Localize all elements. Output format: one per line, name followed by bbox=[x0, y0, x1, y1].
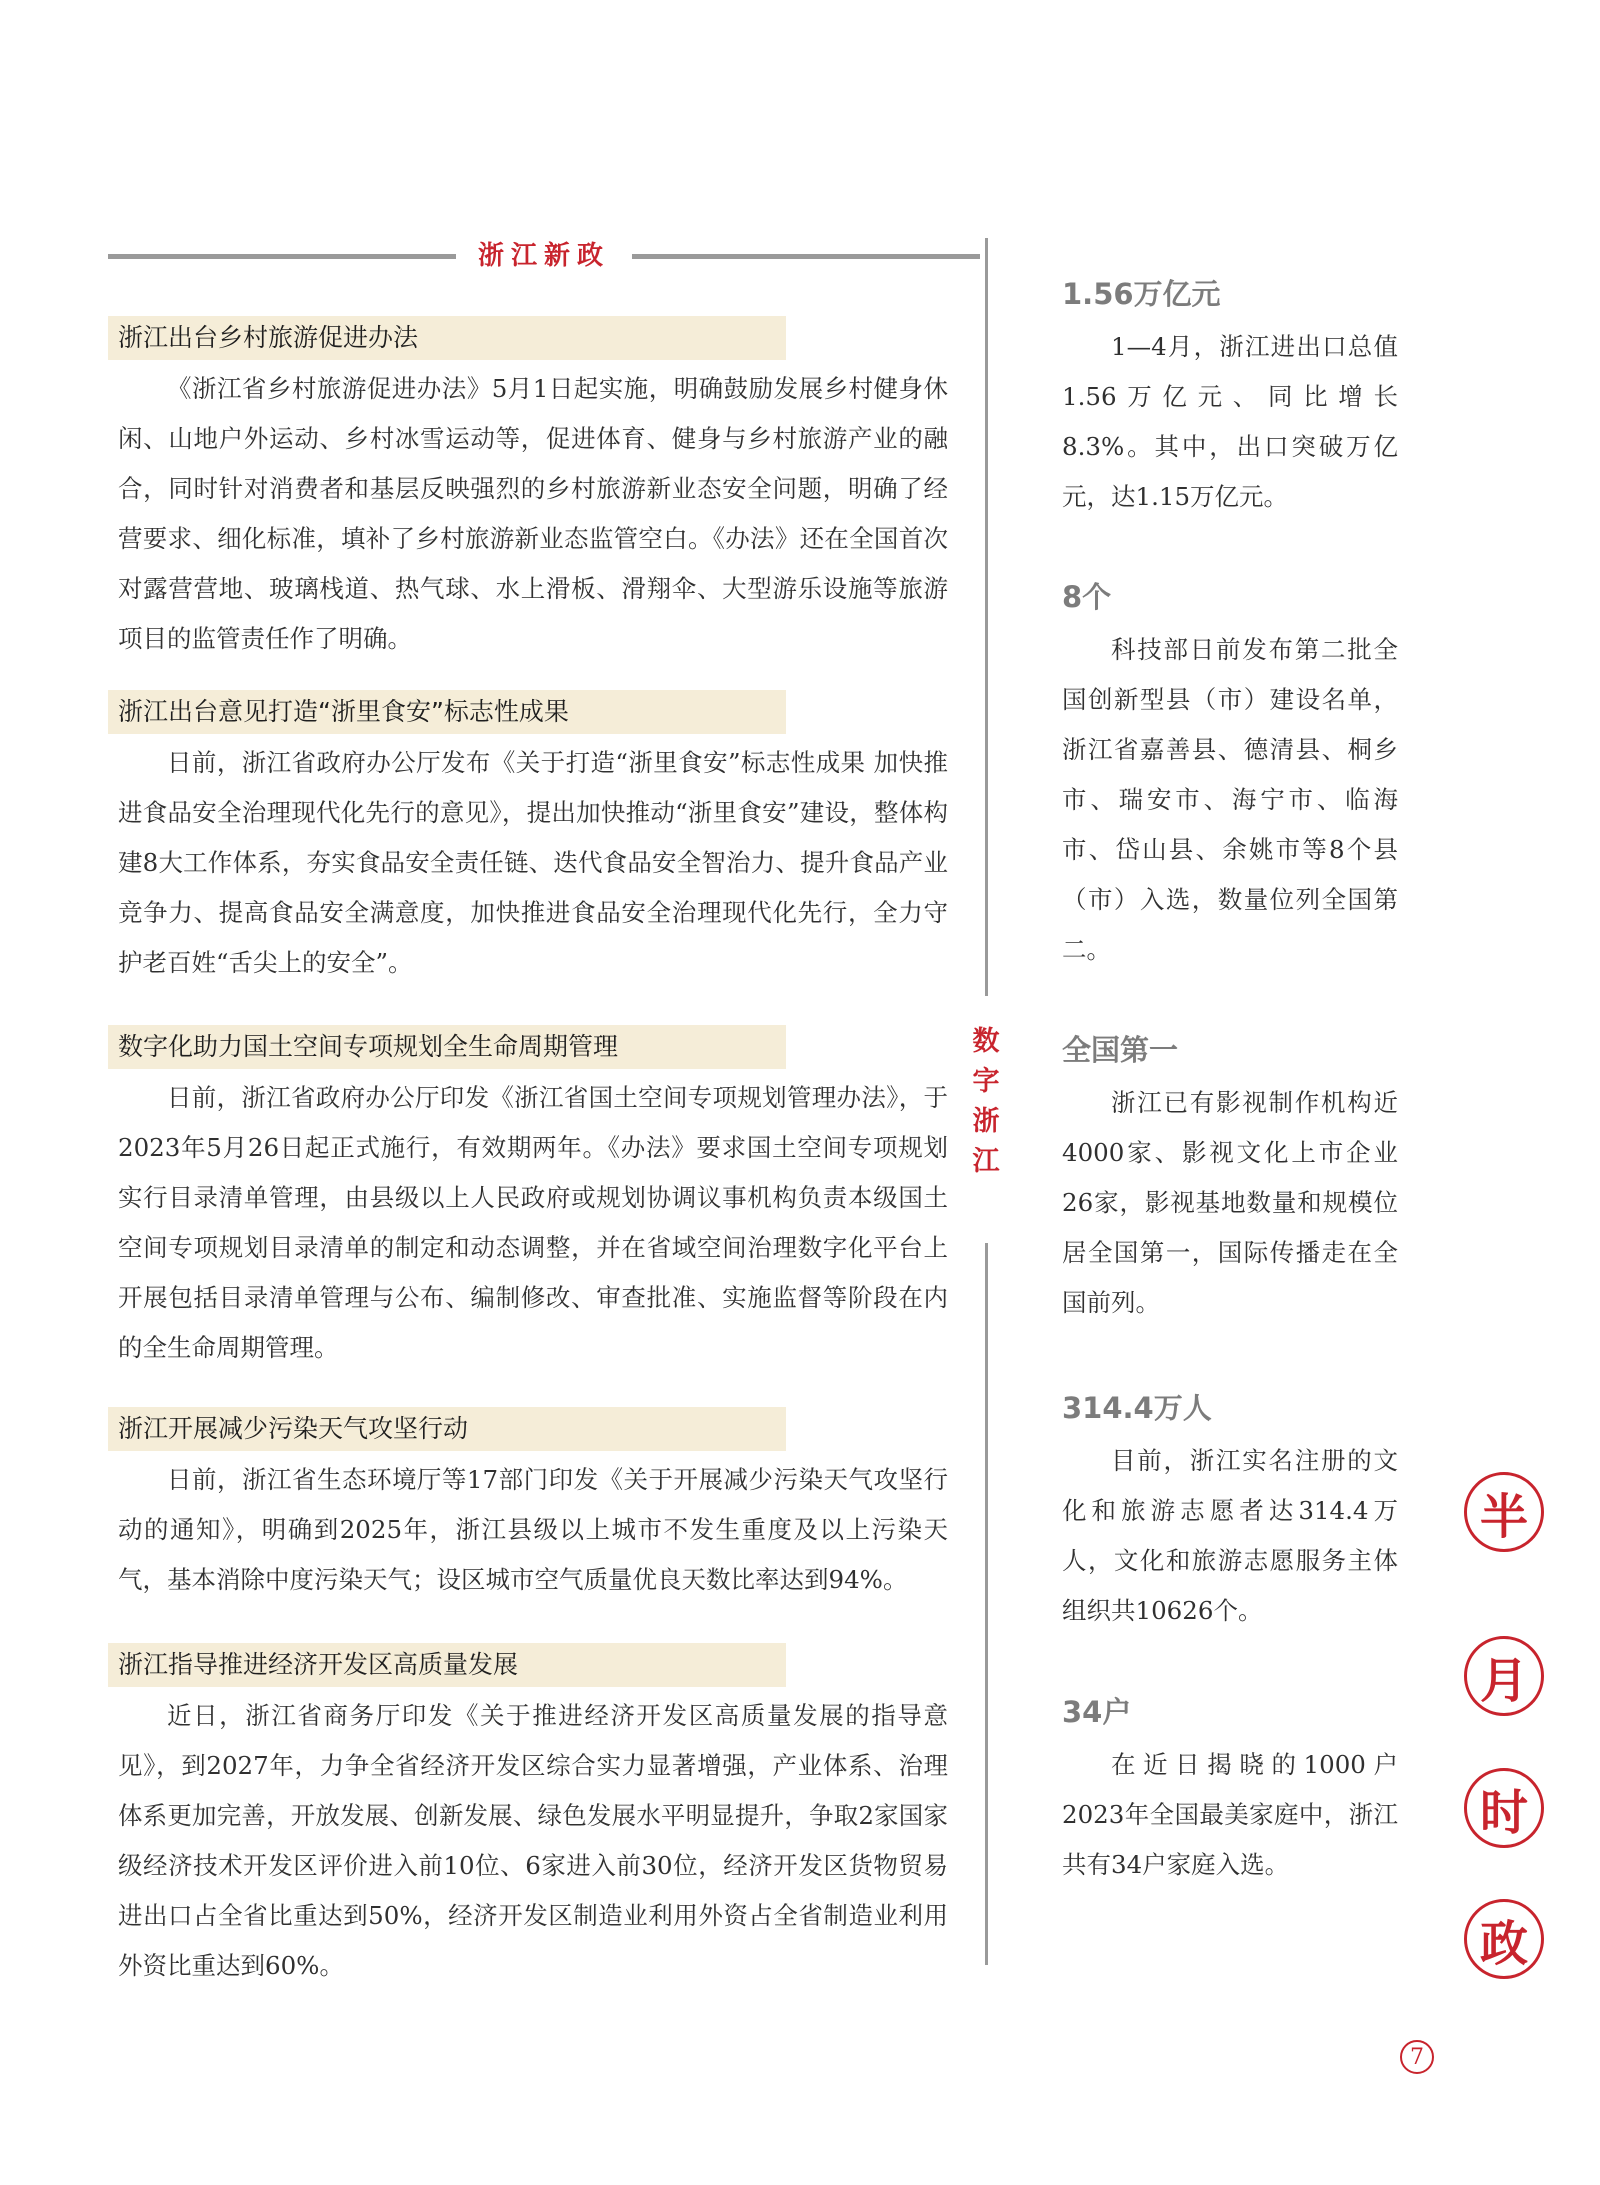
article-body: 《浙江省乡村旅游促进办法》5月1日起实施，明确鼓励发展乡村健身休闲、山地户外运动、乡村冰雪运动等，促进体育、健身与乡村旅游产业的融合，同时针对消费者和基层反映强烈的乡村旅游新业态安全问题，明确了经营要求、细化标准，填补了乡村旅游新业态监管空白。《办法》还在全国首次对露营营地、玻璃栈道、热气球、水上滑板、滑翔伞、大型游乐设施等旅游项目的监管责任作了明确。 bbox=[118, 374, 948, 653]
stat-text: 1—4月，浙江进出口总值1.56万亿元、同比增长8.3%。其中，出口突破万亿元，达1.15万亿元。 bbox=[1062, 332, 1398, 511]
article-headline: 浙江开展减少污染天气攻坚行动 bbox=[108, 1407, 786, 1451]
article-headline: 浙江出台意见打造“浙里食安”标志性成果 bbox=[108, 690, 786, 734]
stat-text: 浙江已有影视制作机构近4000家、影视文化上市企业26家，影视基地数量和规模位居全国第一，国际传播走在全国前列。 bbox=[1062, 1088, 1398, 1317]
stat-figure: 全国第一 bbox=[1062, 1033, 1179, 1067]
column-title-char: 时 bbox=[1464, 1768, 1544, 1848]
stat-figure: 8个 bbox=[1062, 580, 1112, 614]
article-land-planning bbox=[108, 1025, 948, 1373]
column-title-char: 半 bbox=[1464, 1472, 1544, 1552]
stat-figure: 1.56万亿元 bbox=[1062, 277, 1221, 311]
article-rural-tourism bbox=[108, 316, 948, 664]
section-title: 浙江新政 bbox=[456, 234, 632, 278]
article-body: 近日，浙江省商务厅印发《关于推进经济开发区高质量发展的指导意见》，到2027年，力争全省经济开发区综合实力显著增强，产业体系、治理体系更加完善，开放发展、创新发展、绿色发展水平明显提升，争取2家国家级经济技术开发区评价进入前10位、6家进入前30位，经济开发区货物贸易进出口占全省比重达到50%，经济开发区制造业利用外资占全省制造业利用外资比重达到60%。 bbox=[118, 1701, 948, 1980]
article-food-safety bbox=[108, 690, 948, 988]
stat-text: 科技部日前发布第二批全国创新型县（市）建设名单，浙江省嘉善县、德清县、桐乡市、瑞安市、海宁市、临海市、岱山县、余姚市等8个县（市）入选，数量位列全国第二。 bbox=[1062, 635, 1398, 964]
article-pollution bbox=[108, 1407, 948, 1605]
stat-innovative-counties bbox=[1062, 575, 1398, 975]
article-headline: 数字化助力国土空间专项规划全生命周期管理 bbox=[108, 1025, 786, 1069]
stat-trade-value bbox=[1062, 272, 1398, 522]
stat-figure: 314.4万人 bbox=[1062, 1391, 1212, 1425]
side-label: 数 字 浙 江 bbox=[972, 1026, 1000, 1177]
page-number: 7 bbox=[1400, 2040, 1434, 2074]
section-header bbox=[108, 234, 980, 278]
stat-film-industry bbox=[1062, 1028, 1398, 1328]
stat-volunteers bbox=[1062, 1386, 1398, 1636]
article-body: 日前，浙江省政府办公厅发布《关于打造“浙里食安”标志性成果 加快推进食品安全治理现代化先行的意见》，提出加快推动“浙里食安”建设，整体构建8大工作体系，夯实食品安全责任链、迭代食品安全智治力、提升食品产业竞争力、提高食品安全满意度，加快推进食品安全治理现代化先行，全力守护老百姓“舌尖上的安全”。 bbox=[118, 748, 948, 977]
column-title-char: 政 bbox=[1464, 1899, 1544, 1979]
column-divider-top bbox=[985, 238, 988, 996]
stat-text: 目前，浙江实名注册的文化和旅游志愿者达314.4万人，文化和旅游志愿服务主体组织共10626个。 bbox=[1062, 1446, 1398, 1625]
column-divider-bottom bbox=[985, 1243, 988, 1965]
article-body: 日前，浙江省政府办公厅印发《浙江省国土空间专项规划管理办法》，于2023年5月26日起正式施行，有效期两年。《办法》要求国土空间专项规划实行目录清单管理，由县级以上人民政府或规划协调议事机构负责本级国土空间专项规划目录清单的制定和动态调整，并在省域空间治理数字化平台上开展包括目录清单管理与公布、编制修改、审查批准、实施监督等阶段在内的全生命周期管理。 bbox=[118, 1083, 948, 1362]
stat-families bbox=[1062, 1690, 1398, 1890]
stat-text: 在近日揭晓的1000户2023年全国最美家庭中，浙江共有34户家庭入选。 bbox=[1062, 1750, 1398, 1879]
stat-figure: 34户 bbox=[1062, 1695, 1132, 1729]
article-body: 日前，浙江省生态环境厅等17部门印发《关于开展减少污染天气攻坚行动的通知》，明确到2025年，浙江县级以上城市不发生重度及以上污染天气，基本消除中度污染天气；设区城市空气质量优良天数比率达到94%。 bbox=[118, 1465, 948, 1594]
article-headline: 浙江指导推进经济开发区高质量发展 bbox=[108, 1643, 786, 1687]
article-headline: 浙江出台乡村旅游促进办法 bbox=[108, 316, 786, 360]
article-dev-zones bbox=[108, 1643, 948, 1991]
column-title-char: 月 bbox=[1464, 1636, 1544, 1716]
